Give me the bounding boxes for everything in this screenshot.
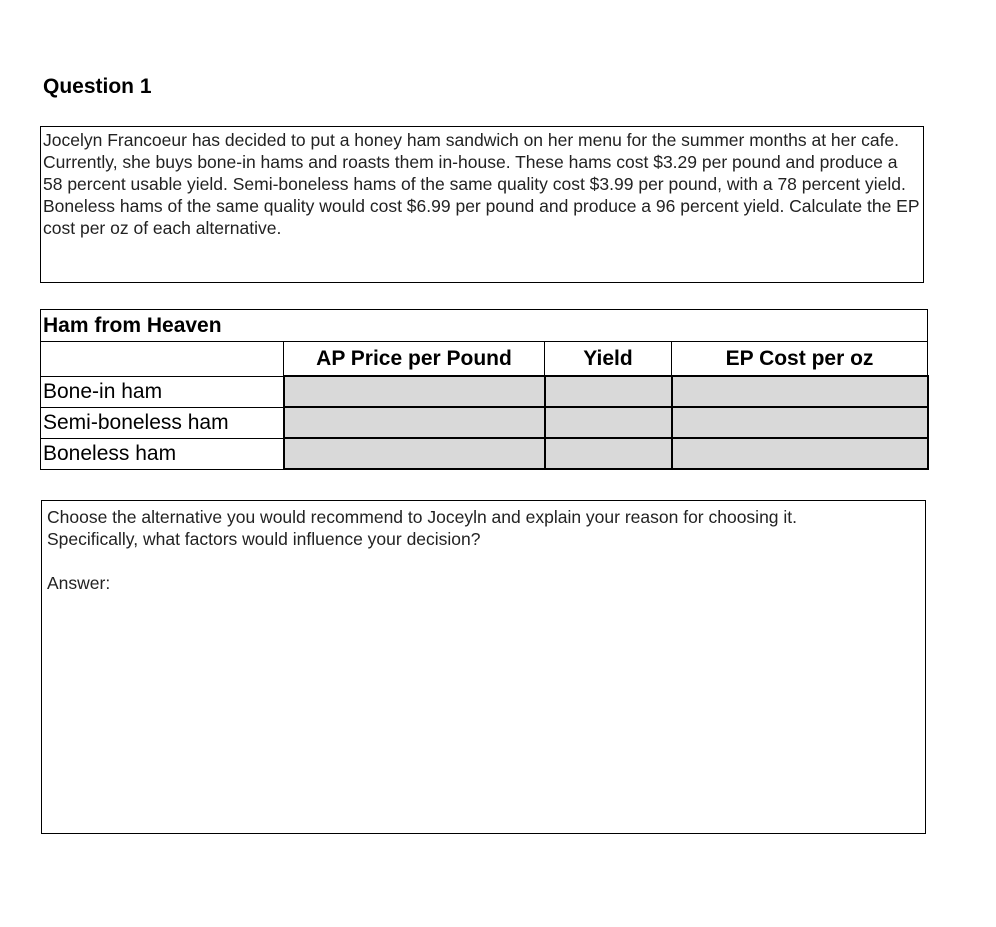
table-title: Ham from Heaven	[41, 310, 928, 342]
bone-in-ap-price-input[interactable]	[284, 376, 545, 407]
header-ep-cost: EP Cost per oz	[672, 342, 928, 377]
answer-textbox[interactable]	[41, 500, 926, 834]
header-yield: Yield	[545, 342, 672, 377]
answer-spacer	[47, 550, 920, 572]
table-row	[41, 376, 928, 407]
answer-prompt-line-2: Specifically, what factors would influence your decision?	[47, 529, 481, 549]
semi-boneless-ap-price-input[interactable]	[284, 407, 545, 438]
boneless-ap-price-input[interactable]	[284, 438, 545, 469]
row-label-boneless: Boneless ham	[41, 438, 284, 469]
table-title-row	[41, 310, 928, 342]
table-row	[41, 438, 928, 469]
header-ap-price: AP Price per Pound	[284, 342, 545, 377]
bone-in-yield-input[interactable]	[545, 376, 672, 407]
bone-in-ep-cost-input[interactable]	[672, 376, 928, 407]
row-label-bone-in: Bone-in ham	[41, 376, 284, 407]
table-header-row	[41, 342, 928, 377]
boneless-ep-cost-input[interactable]	[672, 438, 928, 469]
question-title: Question 1	[43, 75, 152, 98]
row-label-semi-boneless: Semi-boneless ham	[41, 407, 284, 438]
boneless-yield-input[interactable]	[545, 438, 672, 469]
answer-label: Answer:	[47, 573, 111, 593]
answer-prompt-line-1: Choose the alternative you would recommend to Joceyln and explain your reason for choosing it.	[47, 507, 798, 527]
ham-cost-table	[40, 309, 929, 470]
header-blank-cell	[41, 342, 284, 377]
table-row	[41, 407, 928, 438]
problem-statement: Jocelyn Francoeur has decided to put a honey ham sandwich on her menu for the summer months at her cafe. Currently, she buys bone-in hams and roasts them in-house. These hams cost $3.29 per pound and produce a 58 percent usable yield. Semi-boneless hams of the same quality cost $3.99 per pound, with a 78 percent yield. Boneless hams of the same quality would cost $6.99 per pound and produce a 96 percent yield. Calculate the EP cost per oz of each alternative.	[40, 126, 924, 283]
semi-boneless-ep-cost-input[interactable]	[672, 407, 928, 438]
semi-boneless-yield-input[interactable]	[545, 407, 672, 438]
